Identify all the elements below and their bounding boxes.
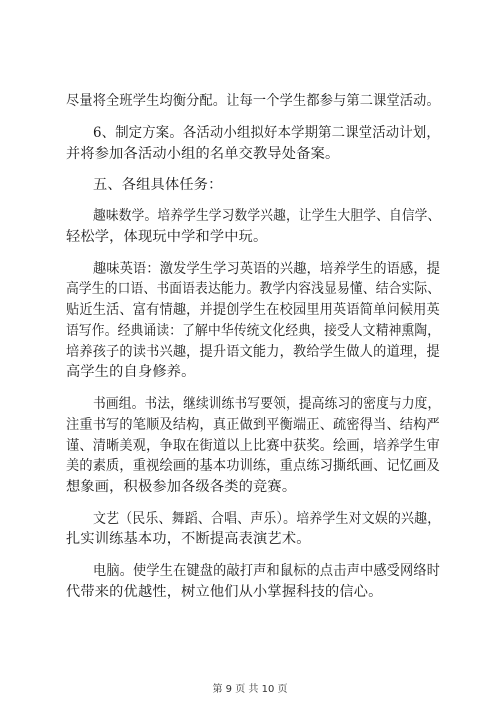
text-line: 注重书写的笔顺及结构，真正做到平衡端正、疏密得当、结构严 bbox=[66, 417, 440, 433]
text-line: 电脑。使学生在键盘的敲打声和鼠标的点击声中感受网络时 bbox=[93, 563, 441, 579]
text-line: 趣味数学。培养学生学习数学兴趣，让学生大胆学、自信学、 bbox=[93, 208, 441, 224]
text-line: 趣味英语：激发学生学习英语的兴趣，培养学生的语感，提 bbox=[93, 261, 441, 277]
page-footer: 第 9 页 共 10 页 bbox=[212, 684, 288, 695]
text-line: 轻松学，体现玩中学和学中玩。 bbox=[66, 229, 268, 245]
text-line: 高学生的自身修养。 bbox=[66, 364, 196, 380]
text-line: 谨、清晰美观，争取在街道以上比赛中获奖。绘画，培养学生审 bbox=[66, 438, 440, 454]
text-line: 想象画，积极参加各级各类的竞赛。 bbox=[66, 479, 297, 495]
section-heading: 五、各组具体任务： bbox=[93, 177, 223, 193]
text-line: 尽量将全班学生均衡分配。让每一个学生都参与第二课堂活动。 bbox=[66, 93, 440, 109]
text-line: 语写作。经典诵读：了解中华传统文化经典，接受人文精神熏陶， bbox=[66, 323, 441, 339]
text-line: 高学生的口语、书面语表达能力。教学内容浅显易懂、结合实际、 bbox=[66, 281, 441, 297]
text-line: 贴近生活、富有情趣，并提创学生在校园里用英语简单问候用英 bbox=[66, 302, 440, 318]
text-line: 扎实训练基本功，不断提高表演艺术。 bbox=[66, 531, 311, 547]
text-line: 代带来的优越性，树立他们从小掌握科技的信心。 bbox=[66, 584, 383, 600]
text-line: 并将参加各活动小组的名单交教导处备案。 bbox=[66, 146, 340, 162]
text-line: 6、制定方案。各活动小组拟好本学期第二课堂活动计划， bbox=[93, 125, 440, 141]
text-line: 培养孩子的读书兴趣，提升语文能力，教给学生做人的道理，提 bbox=[66, 344, 440, 360]
text-line: 美的素质，重视绘画的基本功训练，重点练习撕纸画、记忆画及 bbox=[66, 458, 440, 474]
text-line: 文艺（民乐、舞蹈、合唱、声乐）。培养学生对文娱的兴趣， bbox=[93, 511, 441, 527]
text-line: 书画组。书法，继续训练书写要领，提高练习的密度与力度， bbox=[93, 396, 441, 412]
